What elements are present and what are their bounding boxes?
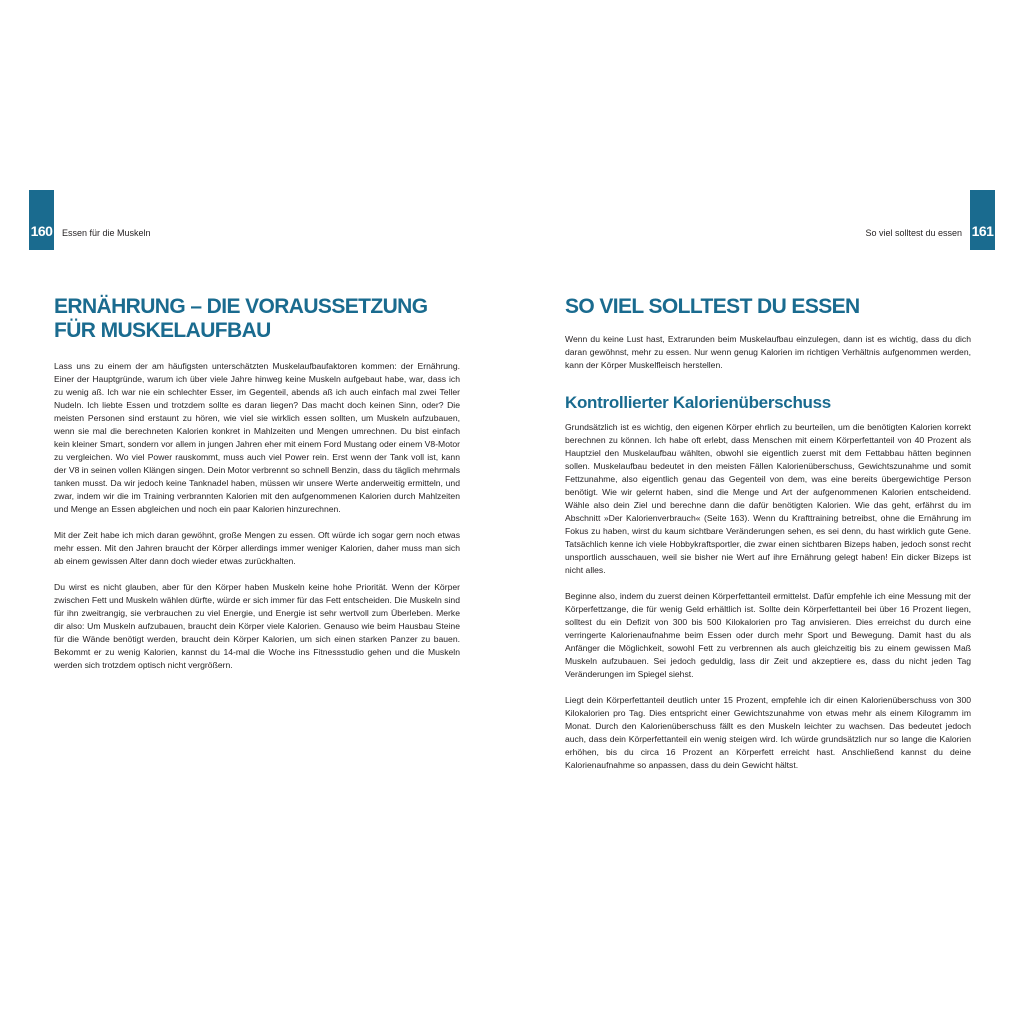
running-head-left: Essen für die Muskeln [62, 228, 151, 238]
right-paragraph-3: Liegt dein Körperfettanteil deutlich unter 15 Prozent, empfehle ich dir einen Kalorienüberschuss von 300 Kilokalorien pro Tag. Dies entspricht einer Gewichtszunahme von etwas mehr als einem Kilogramm im Monat. Durch den Kalorienüberschuss fällt es den Muskeln leichter zu wachsen. Das bedeutet jedoch auch, dass dein Körperfettanteil ein wenig steigen wird. Ich würde grundsätzlich nur so lange die Kalorien erhöhen, bis du circa 16 Prozent an Körperfett erreicht hast. Anschließend kannst du deine Kalorienaufnahme so anpassen, dass du dein Gewicht hältst. [565, 695, 971, 770]
right-paragraph-2: Beginne also, indem du zuerst deinen Körperfettanteil ermittelst. Dafür empfehle ich eine Messung mit der Körperfettzange, die für wenig Geld erhältlich ist. Sollte dein Körperfettanteil bei über 16 Prozent liegen, solltest du ein Defizit von 300 bis 500 Kilokalorien pro Tag anvisieren. Dies erreichst du durch eine verringerte Kalorienaufnahme beim Essen oder durch mehr Sport und Bewegung. Damit hast du als Anfänger die Möglichkeit, sowohl Fett zu verbrennen als auch gleichzeitig bis zu einem gewissen Maß Muskeln aufzubauen. Sei jedoch geduldig, lass dir Zeit und akzeptiere es, dass du nicht jeden Tag Veränderungen im Spiegel siehst. [565, 591, 971, 679]
section-title: SO VIEL SOLLTEST DU ESSEN [565, 295, 860, 318]
right-paragraph-1: Grundsätzlich ist es wichtig, den eigenen Körper ehrlich zu beurteilen, um die benötigten Kalorien korrekt berechnen zu können. Ich habe oft erlebt, dass Menschen mit einem Körperfettanteil von 40 Prozent als Hauptziel den Muskelaufbau wählten, obwohl sie eigentlich zuerst mit dem Fettabbau hätten beginnen sollen. Muskelaufbau bedeutet in den meisten Fällen Kalorienüberschuss, Gewichtszunahme und somit Fettzunahme, also eigentlich genau das Gegenteil von dem, was eine bereits übergewichtige Person benötigt. Wie wir gelernt haben, sind die Menge und Art der aufgenommenen Kalorien entscheidend. Wähle also dein Ziel und berechne dann die dafür benötigten Kalorien. Wie das geht, erfährst du im Abschnitt »Der Kalorienverbrauch« (Seite 163). Wenn du Krafttraining betreibst, ohne die Ernährung im Fokus zu haben, wirst du kaum sichtbare Veränderungen sehen, es sei denn, du hast wirklich gute Gene. Tatsächlich kenne ich viele Hobbykraftsportler, die zwar einen sichtbaren Bizeps haben, jedoch sonst recht unsportlich ausschauen, weil sie bisher nie Wert auf ihre Ernährung gelegt haben! Ein dicker Bizeps ist nicht alles. [565, 422, 971, 575]
left-paragraph-3: Du wirst es nicht glauben, aber für den Körper haben Muskeln keine hohe Priorität. Wenn der Körper zwischen Fett und Muskeln wählen dürfte, würde er sich immer für das Fett entscheiden. Die Muskeln sind für ihn zweitrangig, sie verbrauchen zu viel Energie, und Energie ist sehr wertvoll zum Überleben. Merke dir also: Um Muskeln aufzubauen, braucht dein Körper viele Kalorien. Genauso wie beim Hausbau Steine für die Wände benötigt werden, braucht dein Körper Kalorien, um sich einen starken Panzer zu bauen. Bekommt er zu wenig Kalorien, kannst du 14-mal die Woche ins Fitnessstudio gehen und die Muskeln werden sich trotzdem optisch nicht vergrößern. [54, 582, 460, 670]
right-intro-paragraph: Wenn du keine Lust hast, Extrarunden beim Muskelaufbau einzulegen, dann ist es wichtig, dass du dich daran gewöhnst, mehr zu essen. Nur wenn genug Kalorien im richtigen Verhältnis aufgenommen werden, kann der Körper Muskelfleisch herstellen. [565, 334, 971, 370]
running-head-right: So viel solltest du essen [865, 228, 962, 238]
left-paragraph-2: Mit der Zeit habe ich mich daran gewöhnt, große Mengen zu essen. Oft würde ich sogar gern noch etwas mehr essen. Mit den Jahren braucht der Körper allerdings immer weniger Kalorien, daher muss man sich ab einem gewissen Alter dann doch wieder etwas zurückhalten. [54, 530, 460, 566]
chapter-title-line-1: ERNÄHRUNG – DIE VORAUSSETZUNG [54, 295, 428, 318]
chapter-title-line-2: FÜR MUSKELAUFBAU [54, 319, 271, 342]
left-paragraph-1: Lass uns zu einem der am häufigsten unterschätzten Muskelaufbaufaktoren kommen: der Ernährung. Einer der Hauptgründe, warum ich über viele Jahre hinweg keine Muskeln aufgebaut habe, war, dass ich zu wenig aß. Ich war nie ein schlechter Esser, im Gegenteil, abends aß ich auch einfach mal zwei Teller Nudeln. Ich liebte Essen und trotzdem sollte es daran liegen? Das macht doch keinen Sinn, oder? Die meisten Personen sind erstaunt zu hören, wie viel sie wirklich essen sollten, um Muskeln aufzubauen, wenn sie mal die berechneten Kalorien konkret in Mahlzeiten und Mengen umrechnen. Du bist einfach kein kleiner Smart, sondern vor allem in jungen Jahren eher mit einem Ford Mustang oder einem V8-Motor zu vergleichen. Wo viel Power rauskommt, muss auch viel Power rein. Erst wenn der Tank voll ist, kann der V8 in seinen vollen Klängen singen. Dein Motor verbrennt so schnell Benzin, dass du täglich mehrmals tanken musst. Da wir jedoch keine Tanknadel haben, müssen wir unsere Werte anderweitig ermitteln, und zwar, indem wir die im Training verbrannten Kalorien mit den aufgenommenen Kalorien durch Mahlzeiten und Menge an Essen abgleichen und noch ein paar Kalorien hinzurechnen. [54, 361, 460, 514]
left-page-body [54, 295, 460, 672]
page-number-right: 161 [970, 190, 995, 250]
page-number-left: 160 [29, 190, 54, 250]
subheading: Kontrollierter Kalorienüberschuss [565, 393, 831, 412]
right-page-body [565, 295, 971, 772]
chapter-title [54, 295, 460, 343]
